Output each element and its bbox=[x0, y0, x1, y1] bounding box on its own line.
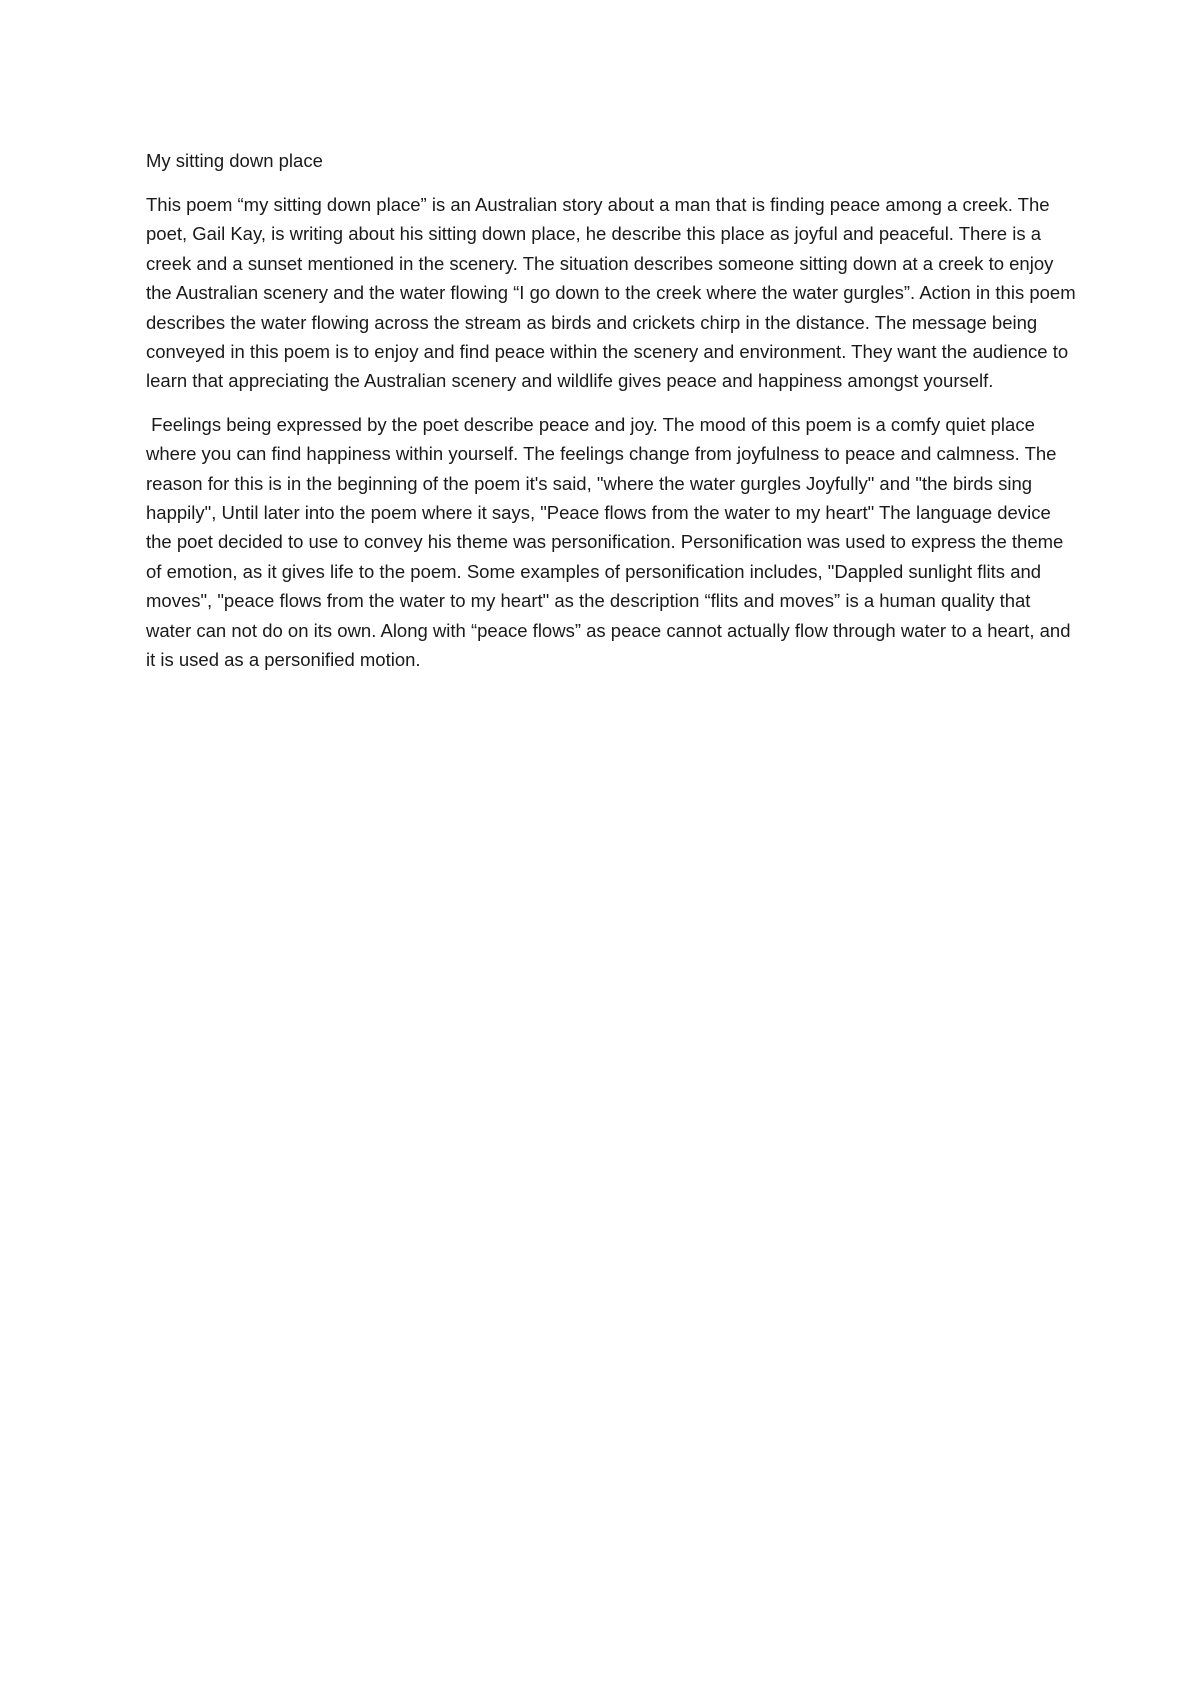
paragraph-2: Feelings being expressed by the poet describe peace and joy. The mood of this poem is a comfy quiet place where you can find happiness within yourself. The feelings change from joyfulness to peace and calmness. The reason for this is in the beginning of the poem it's said, "where the water gurgles Joyfully" and "the birds sing happily", Until later into the poem where it says, "Peace flows from the water to my heart" The language device the poet decided to use to convey his theme was personification. Personification was used to express the theme of emotion, as it gives life to the poem. Some examples of personification includes, "Dappled sunlight flits and moves", "peace flows from the water to my heart" as the description “flits and moves” is a human quality that water can not do on its own. Along with “peace flows” as peace cannot actually flow through water to a heart, and it is used as a personified motion. bbox=[146, 413, 1076, 671]
paragraph-1: This poem “my sitting down place” is an Australian story about a man that is finding peace among a creek. The poet, Gail Kay, is writing about his sitting down place, he describe this place as joyful and peaceful. There is a creek and a sunset mentioned in the scenery. The situation describes someone sitting down at a creek to enjoy the Australian scenery and the water flowing “I go down to the creek where the water gurgles”. Action in this poem describes the water flowing across the stream as birds and crickets chirp in the distance. The message being conveyed in this poem is to enjoy and find peace within the scenery and environment. They want the audience to learn that appreciating the Australian scenery and wildlife gives peace and happiness amongst yourself. bbox=[146, 194, 1076, 392]
document-body bbox=[146, 146, 1076, 689]
document-title: My sitting down place bbox=[146, 150, 323, 171]
